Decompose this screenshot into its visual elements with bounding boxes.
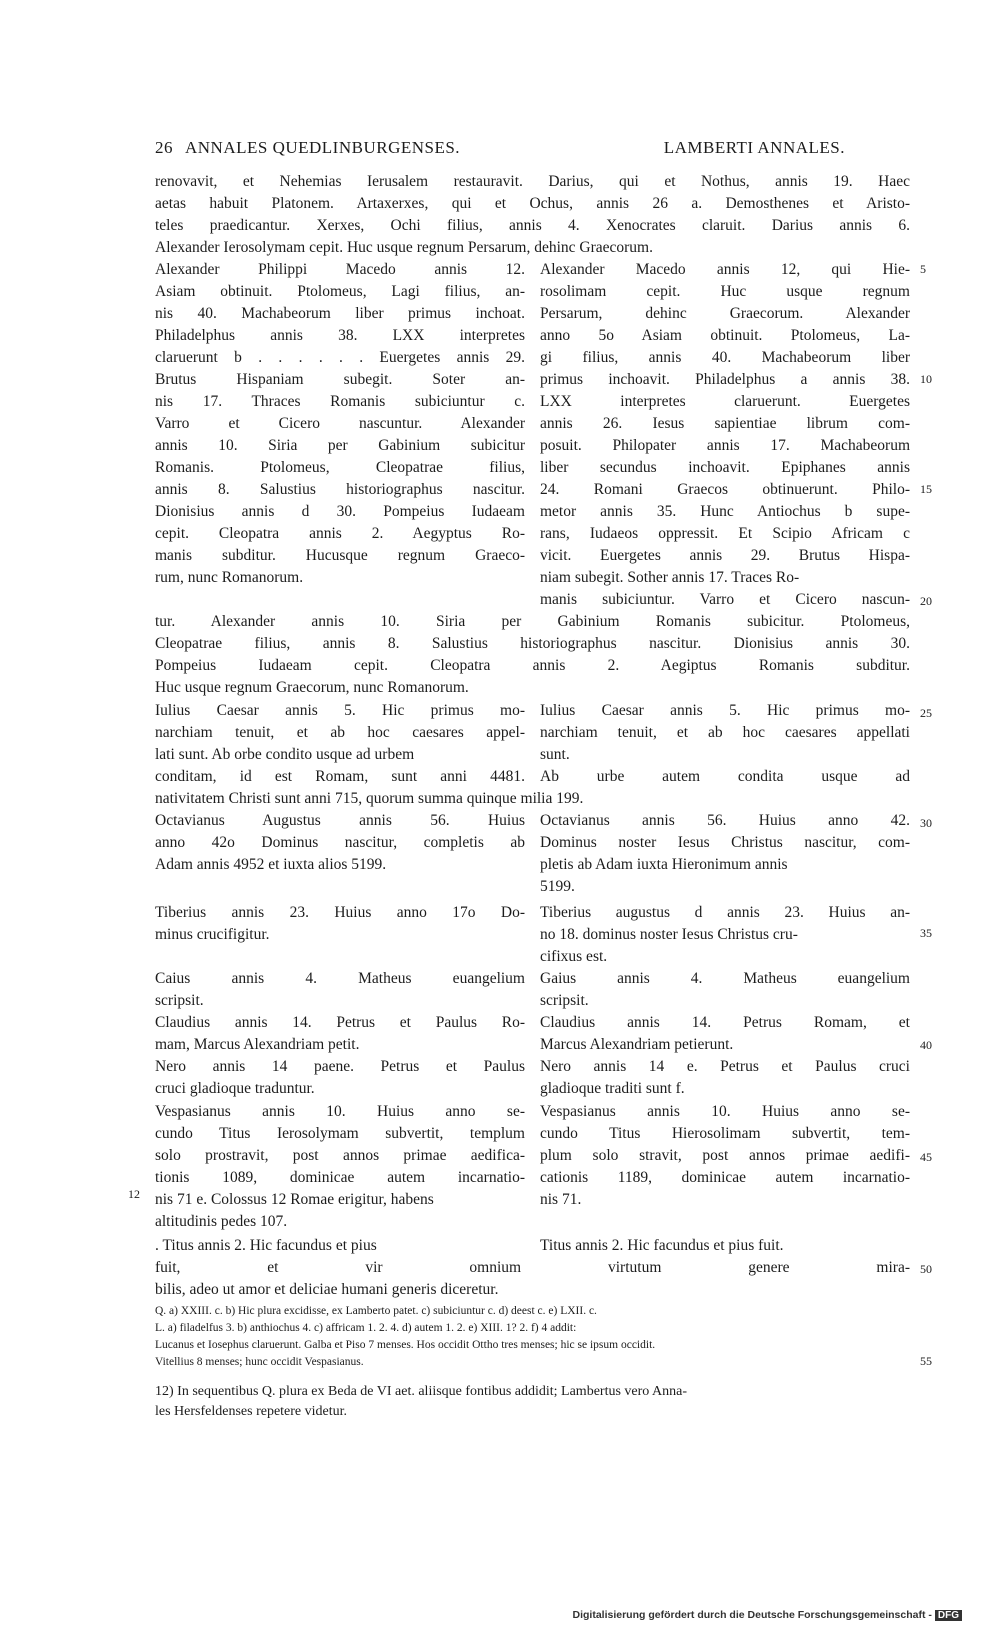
right-column-line: Persarum, dehinc Graecorum. Alexander: [540, 305, 910, 322]
right-column-line: Vespasianus annis 10. Huius anno se-: [540, 1103, 910, 1120]
running-header: [155, 138, 845, 162]
right-column-line: niam subegit. Sother annis 17. Traces Ro-: [540, 569, 800, 586]
left-column-line: Alexander Philippi Macedo annis 12.: [155, 261, 525, 278]
right-column-line: anno 5o Asiam obtinuit. Ptolomeus, La-: [540, 327, 910, 344]
right-column-line: liber secundus inchoavit. Epiphanes annis: [540, 459, 910, 476]
line-number: 15: [920, 482, 932, 496]
left-column-line: Nero annis 14 paene. Petrus et Paulus: [155, 1058, 525, 1075]
dfg-logo: DFG: [935, 1610, 962, 1621]
footnote-line: Vitellius 8 menses; hunc occidit Vespasianus.: [155, 1356, 364, 1368]
left-column-line: minus crucifigitur.: [155, 926, 270, 943]
left-column-line: Vespasianus annis 10. Huius anno se-: [155, 1103, 525, 1120]
left-column-line: rum, nunc Romanorum.: [155, 569, 304, 586]
line-number: 20: [920, 594, 932, 608]
left-column-line: Tiberius annis 23. Huius anno 17o Do-: [155, 904, 525, 921]
text-line: Cleopatrae filius, annis 8. Salustius historiographus nascitur. Dionisius annis 30.: [155, 635, 910, 652]
right-column-line: gi filius, annis 40. Machabeorum liber: [540, 349, 910, 366]
right-column-line: 24. Romani Graecos obtinuerunt. Philo-: [540, 481, 910, 498]
text-line: teles praedicantur. Xerxes, Ochi filius, annis 4. Xenocrates claruit. Darius annis 6.: [155, 217, 910, 234]
left-column-line: Iulius Caesar annis 5. Hic primus mo-: [155, 702, 525, 719]
text-line: fuit, et vir omnium virtutum genere mira-: [155, 1259, 910, 1276]
right-column-line: vicit. Euergetes annis 29. Brutus Hispa-: [540, 547, 910, 564]
left-column-line: conditam, id est Romam, sunt anni 4481.: [155, 768, 525, 785]
right-column-line: Claudius annis 14. Petrus Romam, et: [540, 1014, 910, 1031]
line-number: 50: [920, 1262, 932, 1276]
left-running-title: ANNALES QUEDLINBURGENSES.: [185, 138, 461, 157]
line-number: 55: [920, 1354, 932, 1368]
right-column-line: no 18. dominus noster Iesus Christus cru-: [540, 926, 798, 943]
right-column-line: gladioque traditi sunt f.: [540, 1080, 685, 1097]
right-column-line: rosolimam cepit. Huc usque regnum: [540, 283, 910, 300]
footnote-line: L. a) filadelfus 3. b) anthiochus 4. c) affricam 1. 2. 4. d) autem 1. 2. e) XIII. 1? 2. f) 4 addit:: [155, 1322, 577, 1334]
right-column-line: Dominus noster Iesus Christus nascitur, com-: [540, 834, 910, 851]
right-column-line: Titus annis 2. Hic facundus et pius fuit.: [540, 1237, 784, 1254]
right-column-line: nis 71.: [540, 1191, 582, 1208]
right-column-line: cundo Titus Hierosolimam subvertit, tem-: [540, 1125, 910, 1142]
left-column-line: cruci gladioque traduntur.: [155, 1080, 315, 1097]
left-column-line: Philadelphus annis 38. LXX interpretes: [155, 327, 525, 344]
text-line: renovavit, et Nehemias Ierusalem restauravit. Darius, qui et Nothus, annis 19. Haec: [155, 173, 910, 190]
line-number: 5: [920, 262, 926, 276]
right-column-line: metor annis 35. Hunc Antiochus b supe-: [540, 503, 910, 520]
right-column-line: Ab urbe autem condita usque ad: [540, 768, 910, 785]
footnote-line: Q. a) XXIII. c. b) Hic plura excidisse, ex Lamberto patet. c) subiciuntur c. d) deest c. e) LXII. c.: [155, 1305, 597, 1317]
left-column-line: nis 40. Machabeorum liber primus inchoat.: [155, 305, 525, 322]
right-column-line: Gaius annis 4. Matheus euangelium: [540, 970, 910, 987]
digitization-footer: [573, 1609, 963, 1621]
line-number: 45: [920, 1150, 932, 1164]
left-column-line: Romanis. Ptolomeus, Cleopatrae filius,: [155, 459, 525, 476]
margin-note: 12: [128, 1187, 140, 1201]
right-column-line: cifixus est.: [540, 948, 608, 965]
right-column-line: sunt.: [540, 746, 570, 763]
page-number: 26: [155, 138, 173, 157]
note-line: les Hersfeldenses repetere videtur.: [155, 1404, 348, 1419]
text-line: tur. Alexander annis 10. Siria per Gabinium Romanis subicitur. Ptolomeus,: [155, 613, 910, 630]
left-column-line: nis 71 e. Colossus 12 Romae erigitur, habens: [155, 1191, 434, 1208]
right-column-line: LXX interpretes claruerunt. Euergetes: [540, 393, 910, 410]
right-column-line: primus inchoavit. Philadelphus a annis 38.: [540, 371, 910, 388]
left-column-line: scripsit.: [155, 992, 204, 1009]
left-column-line: cepit. Cleopatra annis 2. Aegyptus Ro-: [155, 525, 525, 542]
right-column-line: manis subiciuntur. Varro et Cicero nascun-: [540, 591, 910, 608]
right-column-line: 5199.: [540, 878, 575, 895]
left-column-line: annis 10. Siria per Gabinium subicitur: [155, 437, 525, 454]
right-column-line: Alexander Macedo annis 12, qui Hie-: [540, 261, 910, 278]
left-column-line: . Titus annis 2. Hic facundus et pius: [155, 1237, 377, 1254]
left-column-line: anno 42o Dominus nascitur, completis ab: [155, 834, 525, 851]
line-number: 10: [920, 372, 932, 386]
left-column-line: Dionisius annis d 30. Pompeius Iudaeam: [155, 503, 525, 520]
left-column-line: cundo Titus Ierosolymam subvertit, templum: [155, 1125, 525, 1142]
right-column-line: rans, Iudaeos oppressit. Et Scipio Africam c: [540, 525, 910, 542]
right-column-line: posuit. Philopater annis 17. Machabeorum: [540, 437, 910, 454]
left-column-line: tionis 1089, dominicae autem incarnatio-: [155, 1169, 525, 1186]
left-column-line: Varro et Cicero nascuntur. Alexander: [155, 415, 525, 432]
text-line: Alexander Ierosolymam cepit. Huc usque regnum Persarum, dehinc Graecorum.: [155, 239, 653, 256]
left-column-line: Octavianus Augustus annis 56. Huius: [155, 812, 525, 829]
left-column-line: altitudinis pedes 107.: [155, 1213, 288, 1230]
right-column-line: pletis ab Adam iuxta Hieronimum annis: [540, 856, 788, 873]
right-column-line: plum solo stravit, post annos primae aedifi-: [540, 1147, 910, 1164]
right-column-line: cationis 1189, dominicae autem incarnatio-: [540, 1169, 910, 1186]
left-column-line: narchiam tenuit, et ab hoc caesares appel-: [155, 724, 525, 741]
note-line: 12) In sequentibus Q. plura ex Beda de VI aet. aliisque fontibus addidit; Lambertus vero Anna-: [155, 1384, 687, 1399]
right-column-line: Marcus Alexandriam petierunt.: [540, 1036, 734, 1053]
left-column-line: annis 8. Salustius historiographus nascitur.: [155, 481, 525, 498]
left-column-line: lati sunt. Ab orbe condito usque ad urbem: [155, 746, 415, 763]
text-line: Pompeius Iudaeam cepit. Cleopatra annis 2. Aegiptus Romanis subditur.: [155, 657, 910, 674]
line-number: 30: [920, 816, 932, 830]
right-column-line: Nero annis 14 e. Petrus et Paulus cruci: [540, 1058, 910, 1075]
right-column-line: Tiberius augustus d annis 23. Huius an-: [540, 904, 910, 921]
left-column-line: Adam annis 4952 et iuxta alios 5199.: [155, 856, 387, 873]
text-line: bilis, adeo ut amor et deliciae humani generis diceretur.: [155, 1281, 499, 1298]
left-column-line: manis subditur. Hucusque regnum Graeco-: [155, 547, 525, 564]
left-column-line: nis 17. Thraces Romanis subiciuntur c.: [155, 393, 525, 410]
right-column-line: Octavianus annis 56. Huius anno 42.: [540, 812, 910, 829]
right-column-line: narchiam tenuit, et ab hoc caesares appellati: [540, 724, 910, 741]
right-column-line: scripsit.: [540, 992, 589, 1009]
line-number: 25: [920, 706, 932, 720]
left-column-line: claruerunt b . . . . . . Euergetes annis 29.: [155, 349, 525, 366]
left-column-line: mam, Marcus Alexandriam petit.: [155, 1036, 360, 1053]
text-line: nativitatem Christi sunt anni 715, quorum summa quinque milia 199.: [155, 790, 584, 807]
right-column-line: annis 26. Iesus sapientiae librum com-: [540, 415, 910, 432]
right-column-line: Iulius Caesar annis 5. Hic primus mo-: [540, 702, 910, 719]
footnote-line: Lucanus et Iosephus claruerunt. Galba et Piso 7 menses. Hos occidit Ottho tres menses; hic se ipsum occidit.: [155, 1339, 656, 1351]
left-column-line: Claudius annis 14. Petrus et Paulus Ro-: [155, 1014, 525, 1031]
left-column-line: solo prostravit, post annos primae aedifica-: [155, 1147, 525, 1164]
line-number: 40: [920, 1038, 932, 1052]
text-line: Huc usque regnum Graecorum, nunc Romanorum.: [155, 679, 469, 696]
right-running-title: LAMBERTI ANNALES.: [663, 138, 845, 157]
line-number: 35: [920, 926, 932, 940]
left-column-line: Caius annis 4. Matheus euangelium: [155, 970, 525, 987]
footer-text: Digitalisierung gefördert durch die Deutsche Forschungsgemeinschaft -: [572, 1609, 932, 1621]
left-column-line: Brutus Hispaniam subegit. Soter an-: [155, 371, 525, 388]
text-line: aetas habuit Platonem. Artaxerxes, qui et Ochus, annis 26 a. Demosthenes et Aristo-: [155, 195, 910, 212]
left-column-line: Asiam obtinuit. Ptolomeus, Lagi filius, an-: [155, 283, 525, 300]
